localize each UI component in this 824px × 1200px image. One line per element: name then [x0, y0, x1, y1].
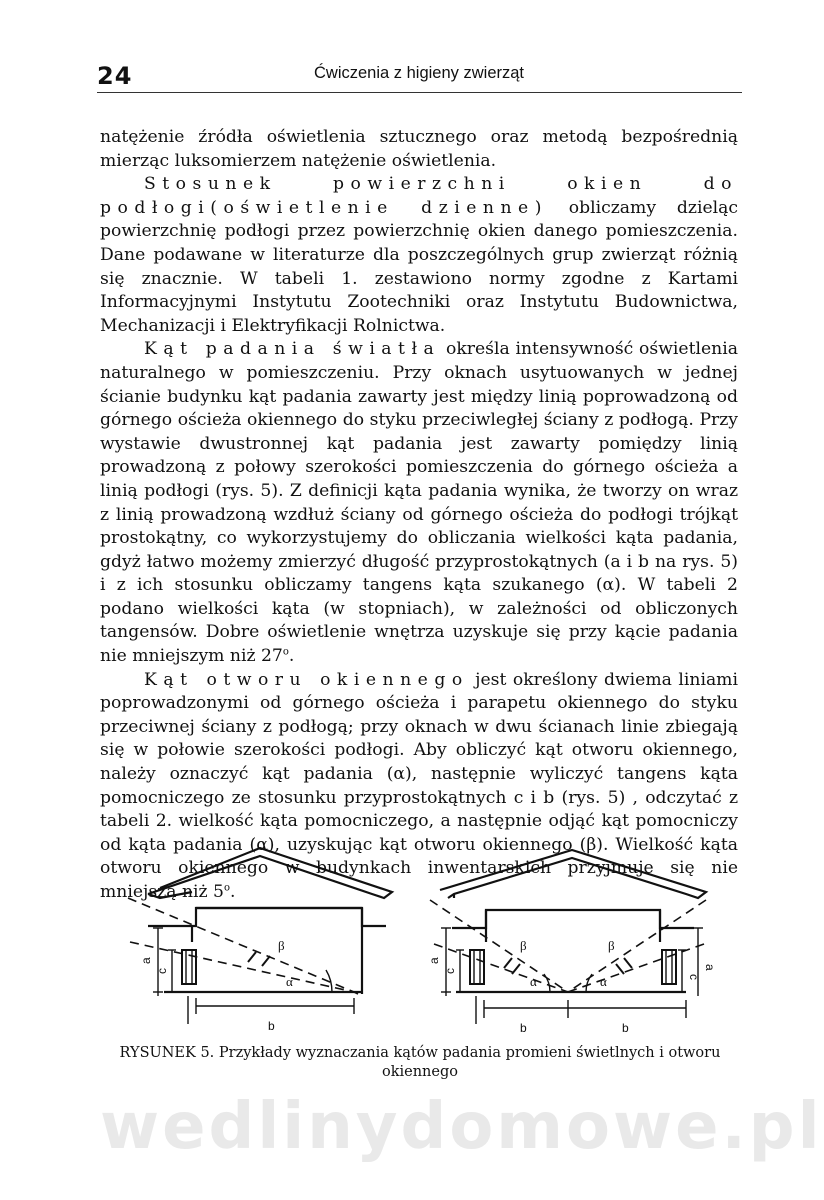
running-title: Ćwiczenia z higieny zwierząt [314, 64, 524, 82]
label-a: a [427, 957, 441, 964]
paragraph-1: natężenie źródła oświetlenia sztucznego oraz metodą bezpośrednią mierząc luksomierzem natężenie oświetlenia. [100, 127, 738, 171]
label-a: a [703, 964, 717, 971]
room-outline [148, 908, 386, 926]
term-window-floor-ratio: Stosunek powierzchni okien do podłogi [100, 174, 738, 218]
label-b: b [622, 1021, 629, 1035]
room-outline [452, 910, 694, 928]
page-number: 24 [97, 62, 133, 90]
paragraph-3-text: określa intensywność oświetlenia naturalnego w pomieszczeniu. Przy oknach usytuowanych w jednej ścianie budynku kąt padania zawarty jest między linią poprowadzoną od górnego ościeża okiennego do styku przeciwległej ściany z podłogą. Przy wystawie dwustronnej kąt padania jest zawarty pomiędzy linią prowadzoną z połowy szerokości pomieszczenia do górnego ościeża a linią podłogi (rys. 5). Z definicji kąta padania wynika, że tworzy on wraz z linią prowadzoną wzdłuż ściany od górnego ościeża do podłogi trójkąt prostokątny, co wykorzystujemy do obliczania wielkości kąta padania, gdyż łatwo możemy zmierzyć długość przyprostokątnych (a i b na rys. 5) i z ich stosunku obliczamy tangens kąta szukanego (α). W tabeli 2 podano wielkości kąta (w stopniach), w zależności od obliczonych tangensów. Dobre oświetlenie wnętrza uzyskuje się przy kącie padania nie mniejszym niż 27 [100, 339, 738, 667]
roof [148, 848, 392, 898]
watermark: wedlinydomowe.pl [100, 1090, 823, 1164]
label-b: b [268, 1019, 275, 1033]
label-c: c [687, 974, 701, 980]
arc-beta [248, 952, 270, 966]
paragraph-2-text: obliczamy dzieląc powierzchnię podłogi przez powierzchnię okien danego pomieszczenia. Dane podawane w literaturze dla poszczególnych grup zwierząt różnią się znacznie. W tabeli 1. zestawiono normy zgodne z Kartami Informacyjnymi Instytutu Zootechniki oraz Instytutu Budownictwa, Mechanizacji i Elektryfikacji Rolnictwa. [100, 197, 738, 336]
figure-caption: RYSUNEK 5. Przykłady wyznaczania kątów padania promieni świetlnych i otworu okiennego [119, 1045, 721, 1080]
paragraph-3-end: . [288, 646, 295, 667]
label-b: b [520, 1021, 527, 1035]
label-beta: β [278, 938, 285, 953]
label-alpha: α [530, 974, 537, 989]
term-daylight: (oświetlenie dzienne) [210, 197, 548, 218]
term-window-opening-angle: Kąt otworu okiennego [144, 669, 469, 690]
window-left [470, 950, 484, 984]
paragraph-3 [100, 338, 738, 668]
dimensions-one-sided [153, 928, 354, 1024]
header-rule [97, 92, 742, 93]
light-rays-two-sided [430, 900, 706, 992]
paragraph-4-text: jest określony dwiema liniami poprowadzonymi od górnego ościeża i parapetu okiennego do styku przeciwnej ściany z podłogą; przy oknach w dwu ścianach linie zbiegają się w połowie szerokości podłogi. Aby obliczyć kąt otworu okiennego, należy oznaczyć kąt padania (α), następnie wyliczyć tangens kąta pomocniczego ze stosunku przyprostokątnych c i b (rys. 5) , odczytać z tabeli 2. wielkość kąta pomocniczego, a następnie odjąć kąt pomocniczy od kąta padania (α), uzyskując kąt otworu okiennego (β). Wielkość kąta otworu okiennego w budynkach inwentarskich przyjmuje się nie mniejszą niż 5 [100, 669, 738, 902]
term-angle-of-incidence: Kąt padania światła [144, 339, 441, 360]
diagram-two-sided [440, 850, 706, 992]
body-text [100, 126, 738, 905]
ray-alpha [128, 898, 354, 992]
degree-mark: o [223, 882, 231, 894]
label-alpha: α [600, 974, 607, 989]
figure-5-diagrams [100, 846, 740, 1042]
roof [440, 850, 706, 898]
degree-mark: o [282, 646, 289, 658]
label-beta: β [520, 938, 527, 953]
label-c: c [443, 968, 457, 974]
label-beta: β [608, 938, 615, 953]
paragraph-4-end: . [230, 882, 236, 902]
light-rays-one-sided [128, 898, 358, 994]
label-a: a [139, 957, 153, 964]
label-c: c [155, 968, 169, 974]
label-alpha: α [286, 974, 293, 989]
ray-beta [130, 942, 354, 992]
paragraph-2 [100, 173, 738, 338]
